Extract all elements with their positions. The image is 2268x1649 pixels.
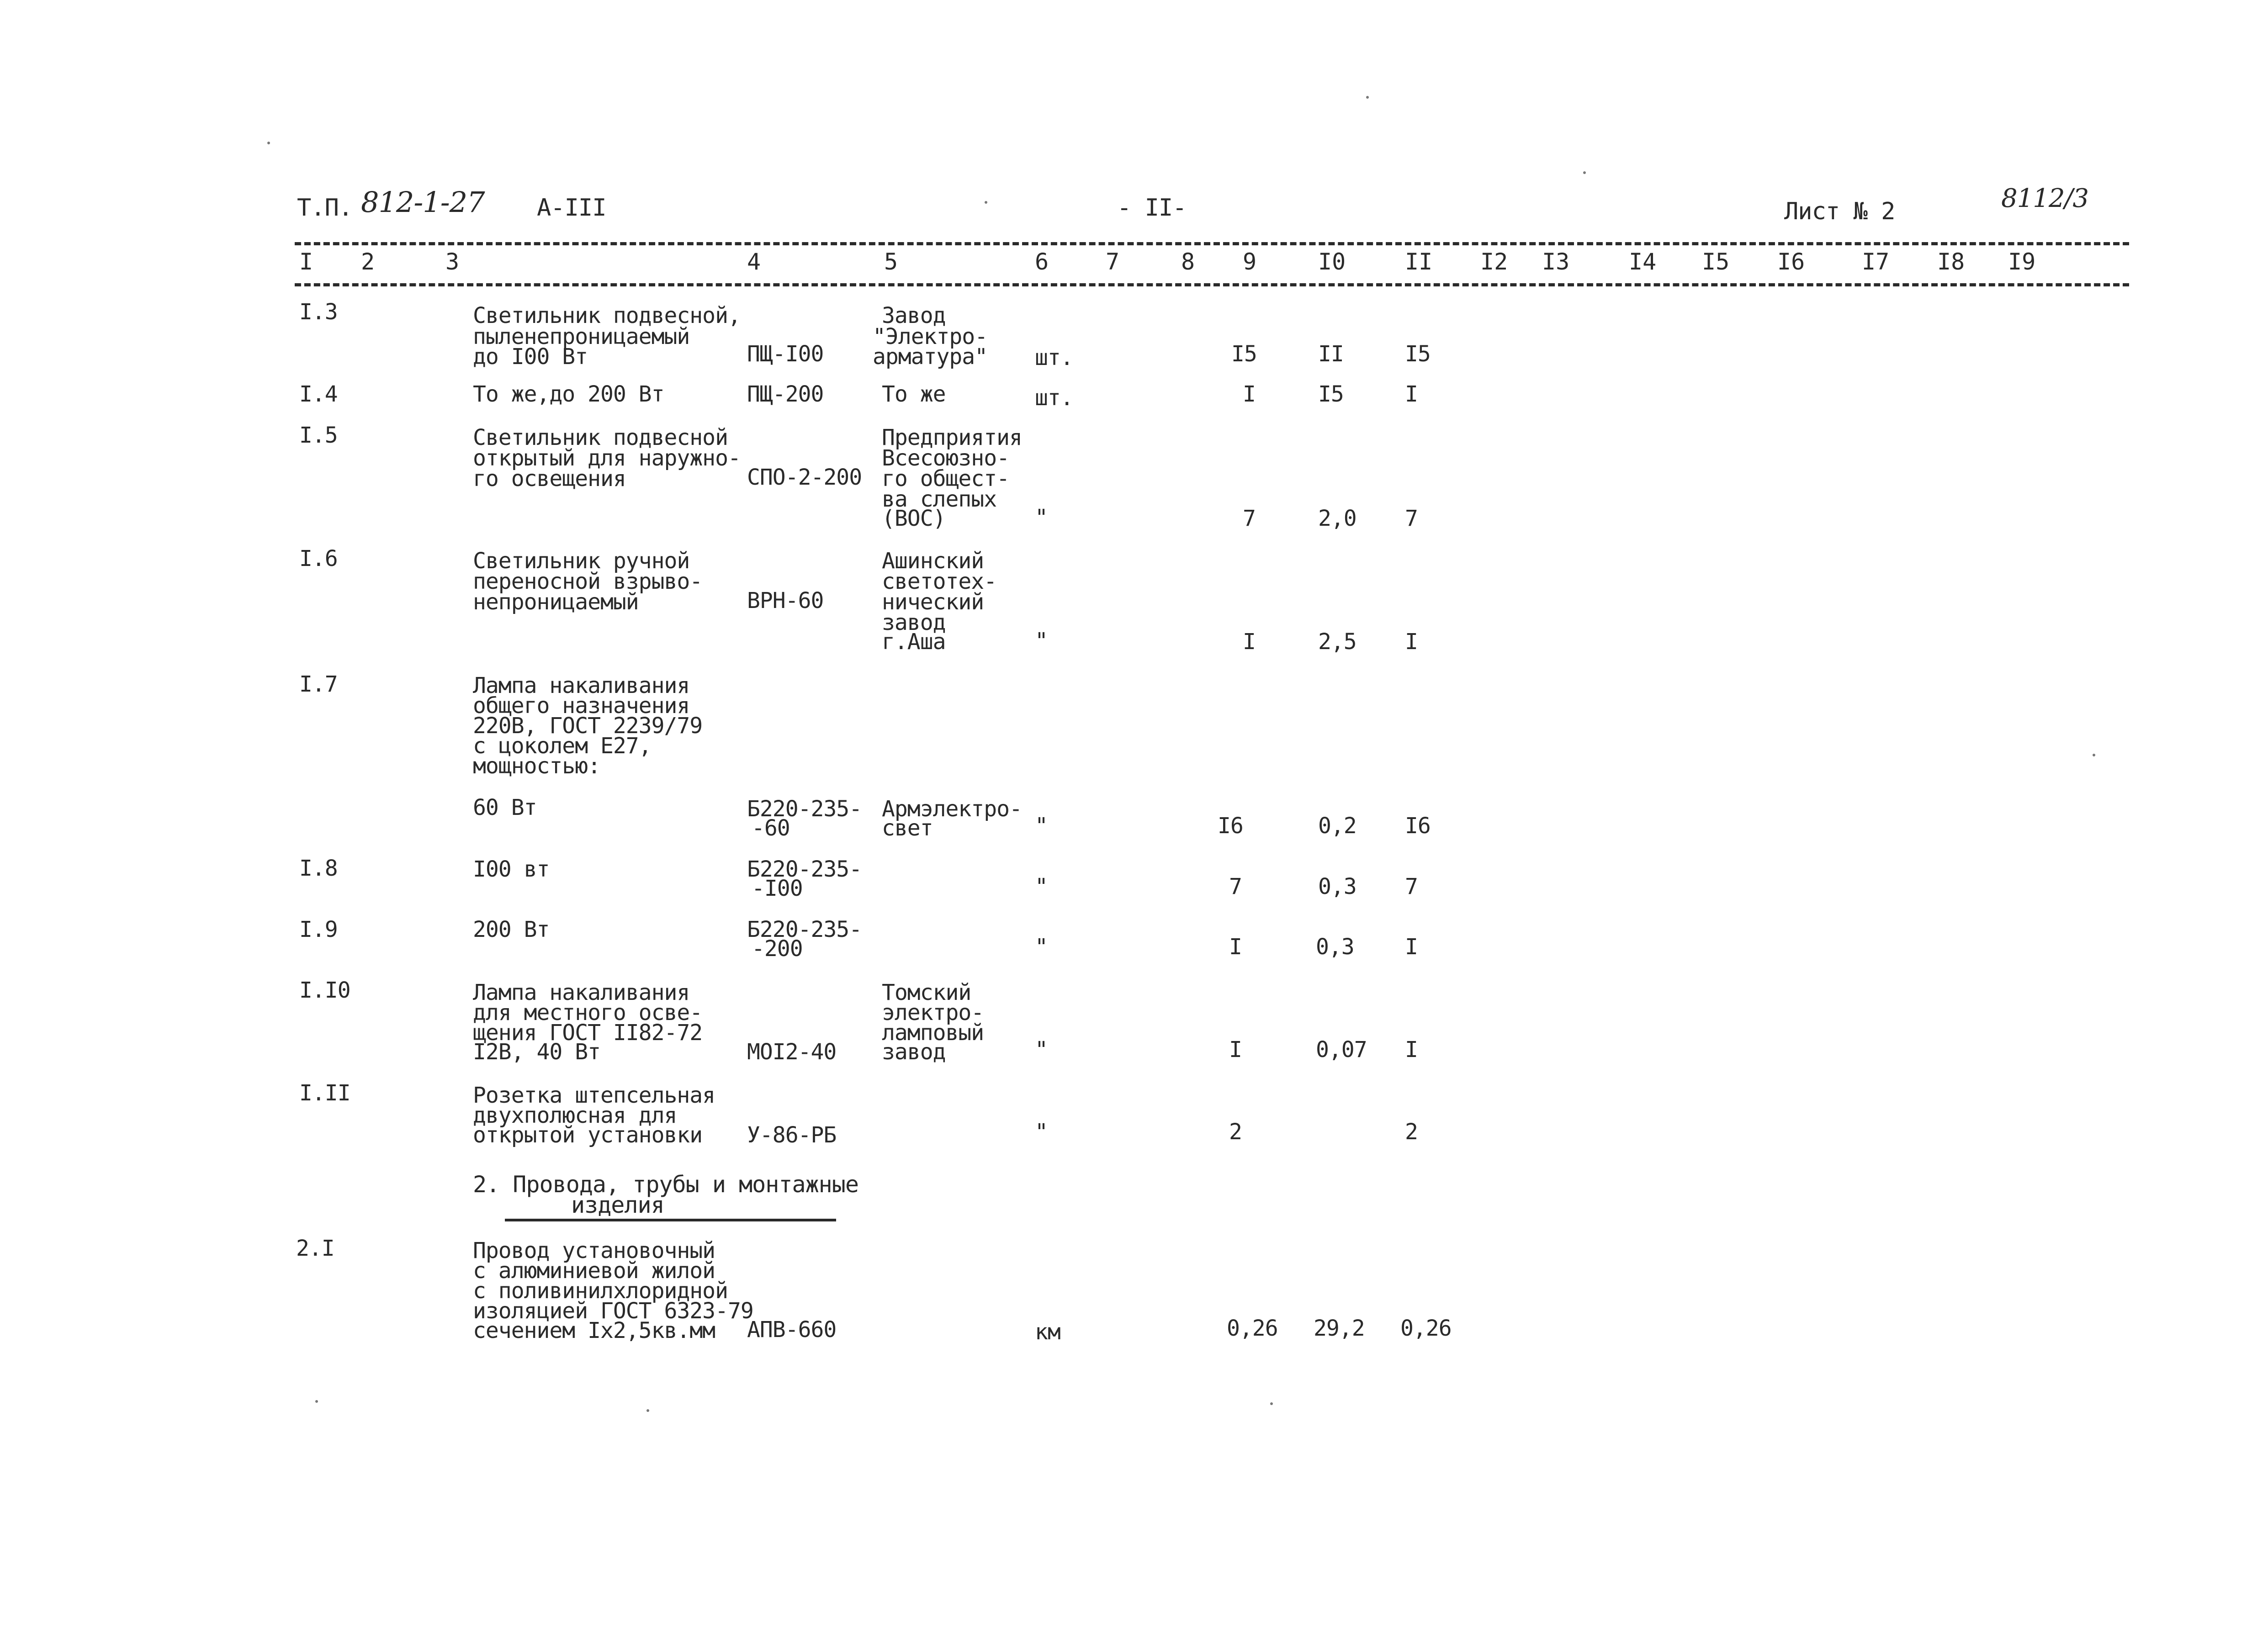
unit: " [1035, 628, 1048, 654]
row-number: I.9 [299, 917, 338, 942]
manufacturer-line: Армэлектро- [882, 796, 1022, 822]
qty-col9: I5 [1231, 341, 1257, 367]
row-number: I.6 [299, 546, 338, 571]
item-name-line: Светильник ручной [473, 548, 690, 574]
item-type: СПО-2-200 [747, 465, 862, 490]
column-number: I6 [1777, 248, 1805, 275]
scan-speck [267, 142, 270, 144]
item-name-line: общего назначения [473, 693, 690, 719]
item-name-line: Светильник подвесной, [473, 303, 741, 328]
unit: км [1035, 1319, 1060, 1345]
qty-col9: I6 [1218, 813, 1243, 839]
unit: " [1035, 874, 1048, 899]
manufacturer-line: нический [882, 589, 984, 615]
column-number: I [299, 248, 313, 275]
qty-col11: I6 [1405, 813, 1431, 839]
manufacturer-line: свет [882, 815, 933, 841]
manufacturer-line: завод [882, 610, 946, 635]
item-name-line: открытый для наружно- [473, 445, 741, 471]
qty-col11: I5 [1405, 341, 1431, 367]
qty-col9: 7 [1229, 874, 1242, 899]
header-rule-top [295, 242, 2129, 245]
section-underline [505, 1219, 836, 1221]
qty-col10: 0,3 [1316, 934, 1354, 960]
project-number: 812-1-27 [361, 185, 485, 219]
qty-col9: 0,26 [1227, 1316, 1278, 1341]
item-type: ПЩ-I00 [747, 341, 824, 367]
column-number: 9 [1243, 248, 1257, 275]
item-name-line: 200 Вт [473, 917, 550, 942]
item-name-line: щения ГОСТ II82-72 [473, 1020, 703, 1046]
manufacturer-line: арматура" [873, 344, 988, 370]
column-number: 4 [747, 248, 761, 275]
manufacturer-line: завод [882, 1039, 946, 1065]
item-type: АПВ-660 [747, 1317, 837, 1342]
manufacturer-line: Предприятия [882, 425, 1022, 450]
item-name-line: То же,до 200 Вт [473, 381, 664, 407]
archive-number: 8112/3 [2001, 184, 2089, 213]
qty-col10: 29,2 [1314, 1316, 1365, 1341]
unit: шт. [1035, 385, 1073, 411]
section-title-line: изделия [571, 1192, 664, 1218]
qty-col10: 0,2 [1318, 813, 1357, 839]
item-name-line: для местного осве- [473, 1000, 703, 1025]
row-number: I.I0 [299, 978, 350, 1003]
item-name-line: мощностью: [473, 753, 600, 779]
unit: " [1035, 1037, 1048, 1062]
item-name-line: изоляцией ГОСТ 6323-79 [473, 1298, 753, 1324]
qty-col11: 7 [1405, 874, 1418, 899]
item-name-line: 60 Вт [473, 795, 537, 820]
item-name-line: двухполюсная для [473, 1103, 677, 1128]
item-name-line: Лампа накаливания [473, 673, 690, 698]
unit: " [1035, 1119, 1048, 1145]
item-name-line: Розетка штепсельная [473, 1083, 715, 1108]
item-name-line: с поливинилхлоридной [473, 1278, 728, 1304]
column-number: I9 [2008, 248, 2036, 275]
item-type: Б220-235- [747, 796, 862, 822]
row-number: I.II [299, 1080, 350, 1106]
qty-col11: I [1405, 381, 1418, 407]
qty-col9: 2 [1229, 1119, 1242, 1145]
item-type: МОI2-40 [747, 1039, 837, 1065]
row-number: 2.I [296, 1236, 334, 1261]
qty-col11: I [1405, 1037, 1418, 1062]
qty-col10: II [1318, 341, 1344, 367]
section-title-line: 2. Провода, трубы и монтажные [473, 1171, 858, 1198]
row-number: I.3 [299, 299, 338, 325]
qty-col11: I [1405, 629, 1418, 655]
item-type: ПЩ-200 [747, 381, 824, 407]
item-name-line: с цоколем Е27, [473, 733, 652, 759]
column-number: I0 [1318, 248, 1346, 275]
item-name-line: I00 вт [473, 856, 550, 882]
item-name-line: пыленепроницаемый [473, 324, 690, 349]
qty-col9: I [1229, 1037, 1242, 1062]
item-name-line: го освещения [473, 466, 626, 492]
item-type: У-86-РБ [747, 1122, 837, 1148]
manufacturer-line: электро- [882, 1000, 984, 1025]
item-name-line: переносной взрыво- [473, 569, 703, 594]
item-name-line: I2В, 40 Вт [473, 1039, 600, 1065]
item-type: ВРН-60 [747, 588, 824, 613]
column-number: I3 [1542, 248, 1570, 275]
item-type: Б220-235- [747, 917, 862, 942]
qty-col10: 0,3 [1318, 874, 1357, 899]
item-name-line: Провод установочный [473, 1238, 715, 1263]
unit: " [1035, 934, 1048, 960]
row-number: I.7 [299, 671, 338, 697]
sheet-label: Лист № 2 [1784, 198, 1895, 225]
column-number: 3 [445, 248, 460, 275]
column-number: 2 [361, 248, 375, 275]
manufacturer-line: "Электро- [873, 324, 988, 349]
unit: " [1035, 505, 1048, 530]
qty-col10: I5 [1318, 381, 1344, 407]
scan-speck [315, 1400, 318, 1403]
column-number: I7 [1862, 248, 1890, 275]
manufacturer-line: ламповый [882, 1020, 984, 1046]
scan-speck [1366, 96, 1369, 99]
album-number: А-III [537, 194, 606, 222]
qty-col9: I [1243, 629, 1256, 655]
qty-col11: I [1405, 934, 1418, 960]
row-number: I.5 [299, 423, 338, 448]
manufacturer-line: ва слепых [882, 486, 997, 512]
qty-col10: 2,5 [1318, 629, 1357, 655]
manufacturer-line: светотех- [882, 569, 997, 594]
item-type: Б220-235- [747, 856, 862, 882]
row-number: I.8 [299, 856, 338, 881]
column-number: II [1405, 248, 1433, 275]
item-type: -60 [752, 815, 790, 841]
manufacturer-line: То же [882, 381, 946, 407]
manufacturer-line: Ашинский [882, 548, 984, 574]
column-number: 7 [1106, 248, 1120, 275]
scan-speck [985, 201, 987, 204]
qty-col11: 2 [1405, 1119, 1418, 1145]
column-number: I5 [1702, 248, 1730, 275]
column-number: 6 [1035, 248, 1049, 275]
item-name-line: Лампа накаливания [473, 980, 690, 1005]
scan-speck [2093, 754, 2095, 756]
qty-col10: 2,0 [1318, 506, 1357, 531]
manufacturer-line: Всесоюзно- [882, 445, 1009, 471]
row-number: I.4 [299, 381, 338, 407]
manufacturer-line: Завод [882, 303, 946, 328]
qty-col9: I [1243, 381, 1256, 407]
unit: шт. [1035, 345, 1073, 370]
item-type: -I00 [752, 876, 803, 901]
column-number: I4 [1629, 248, 1657, 275]
qty-col11: 7 [1405, 506, 1418, 531]
unit: " [1035, 813, 1048, 839]
qty-col9: I [1229, 934, 1242, 960]
manufacturer-line: Томский [882, 980, 971, 1005]
page-number: - II- [1117, 194, 1187, 222]
item-name-line: непроницаемый [473, 589, 639, 615]
manufacturer-line: г.Аша [882, 629, 946, 655]
column-number: I8 [1937, 248, 1965, 275]
qty-col10: 0,07 [1316, 1037, 1367, 1062]
qty-col9: 7 [1243, 506, 1256, 531]
column-number: 8 [1181, 248, 1195, 275]
doc-prefix: Т.П. [297, 194, 353, 222]
item-name-line: Светильник подвесной [473, 425, 728, 450]
qty-col11: 0,26 [1400, 1316, 1452, 1341]
item-name-line: 220В, ГОСТ 2239/79 [473, 713, 703, 739]
item-name-line: с алюминиевой жилой [473, 1258, 715, 1284]
manufacturer-line: го общест- [882, 466, 1009, 492]
item-name-line: открытой установки [473, 1122, 703, 1148]
scan-speck [646, 1409, 649, 1412]
scan-speck [1270, 1402, 1273, 1405]
manufacturer-line: (ВОС) [882, 506, 946, 531]
header-rule-bottom [295, 283, 2129, 286]
item-name-line: сечением Iх2,5кв.мм [473, 1318, 715, 1343]
item-name-line: до I00 Вт [473, 344, 588, 370]
column-number: 5 [884, 248, 898, 275]
item-type: -200 [752, 936, 803, 962]
column-number: I2 [1480, 248, 1508, 275]
scan-speck [1583, 171, 1586, 174]
